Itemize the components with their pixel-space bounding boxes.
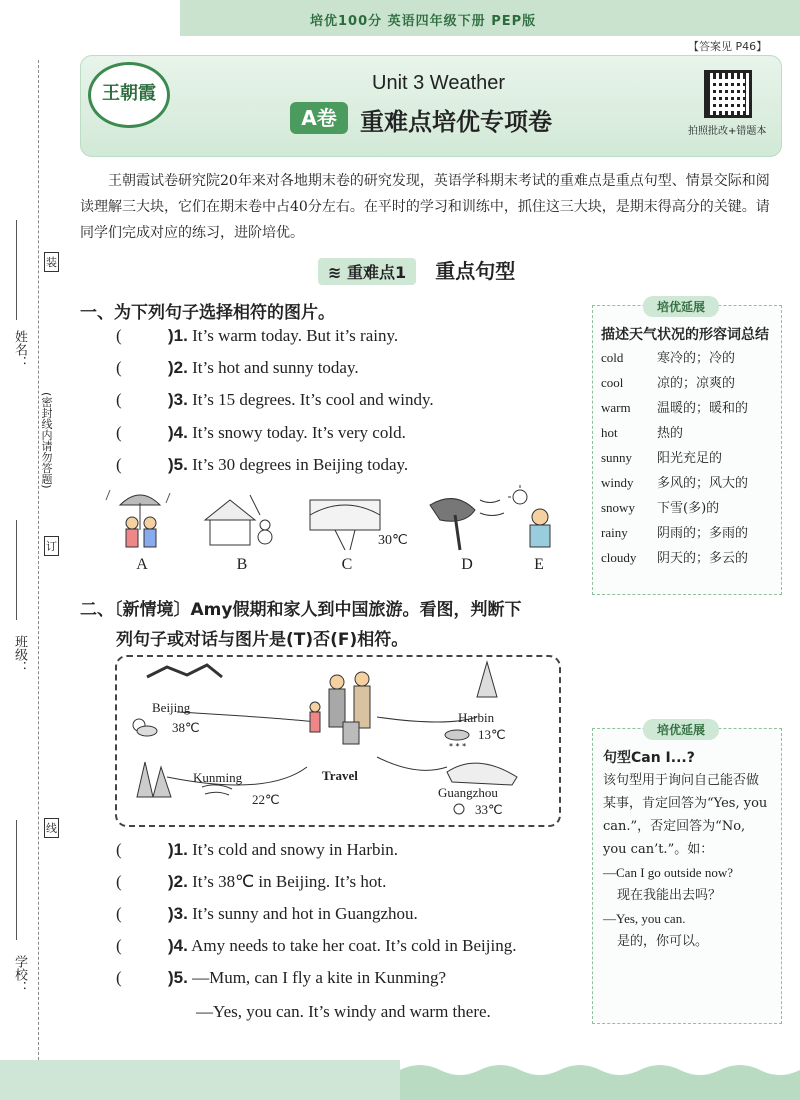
top-banner-text: 培优100分 英语四年级下册 PEP版 — [310, 14, 537, 29]
vocab-en: windy — [601, 475, 634, 490]
temp-kunming: 22℃ — [252, 792, 280, 807]
example-1: —Can I go outside now? — [603, 865, 733, 880]
item-number: )4. — [168, 936, 188, 955]
margin-school-label: 学校： — [12, 955, 27, 994]
q1-item — [116, 390, 434, 410]
seal-mark-2: 订 — [44, 536, 59, 556]
temp-beijing: 38℃ — [172, 720, 200, 735]
svg-text:* * *: * * * — [449, 742, 467, 751]
answer-paren[interactable]: ( — [116, 326, 122, 345]
q2-item — [116, 936, 516, 956]
bottom-wave-decoration — [0, 1040, 800, 1100]
seal-mark-1: 装 — [44, 252, 59, 272]
sunny-kid-picture — [508, 485, 550, 547]
answer-paren[interactable]: ( — [116, 840, 122, 859]
item-number: )5. — [168, 968, 188, 987]
stone-forest-icon — [137, 762, 171, 797]
city-beijing: Beijing — [152, 700, 191, 715]
item-text: It’s warm today. But it’s rainy. — [187, 326, 399, 345]
pic-label-d: D — [461, 556, 473, 573]
sidebar-vocab-box — [592, 300, 782, 595]
vocab-cn: 热的 — [657, 426, 684, 441]
rainy-kids-picture — [106, 490, 170, 547]
family-travel-picture — [310, 672, 370, 744]
great-wall-icon — [147, 665, 222, 677]
unit-title: Unit 3 Weather — [372, 72, 506, 94]
answer-paren[interactable]: ( — [116, 872, 122, 891]
vocab-row — [601, 446, 773, 471]
sidebar-vocab-title: 描述天气状况的形容词总结 — [601, 327, 769, 343]
q1-item — [116, 423, 406, 443]
item-text: —Mum, can I fly a kite in Kunming? — [187, 968, 447, 987]
vocab-row — [601, 346, 773, 371]
answer-paren[interactable]: ( — [116, 423, 122, 442]
q2-item — [116, 872, 386, 892]
pic-label-c: C — [341, 556, 353, 573]
temp-harbin: 13℃ — [478, 727, 506, 742]
answer-reference: 【答案见 P46】 — [688, 40, 768, 53]
school-blank[interactable] — [16, 820, 17, 940]
answer-paren[interactable]: ( — [116, 904, 122, 923]
name-blank[interactable] — [16, 220, 17, 320]
seal-mark-3: 线 — [44, 818, 59, 838]
q2-title-line2: 列句子或对话与图片是(T)否(F)相符。 — [116, 630, 409, 650]
pic-label-e: E — [534, 556, 544, 573]
vocab-cn: 凉的；凉爽的 — [657, 376, 736, 391]
vocab-en: sunny — [601, 450, 633, 465]
qr-label: 拍照批改+错题本 — [688, 126, 767, 137]
brand-logo — [88, 62, 170, 128]
vocab-cn: 阴天的；多云的 — [657, 551, 749, 566]
pic-label-a: A — [136, 556, 148, 573]
item-text: It’s cold and snowy in Harbin. — [187, 840, 398, 859]
center-label: Travel — [322, 768, 358, 783]
answer-paren[interactable]: ( — [116, 968, 122, 987]
q2-item — [116, 840, 398, 860]
hot-road-picture — [310, 500, 380, 550]
section-tag: ≋ 重难点1 — [318, 258, 416, 285]
paper-tag: A卷 — [290, 102, 348, 134]
item-text: It’s 38℃ in Beijing. It’s hot. — [187, 872, 387, 891]
sun-icon — [454, 804, 464, 814]
q1-pictures — [100, 485, 560, 555]
paper-title: 重难点培优专项卷 — [360, 108, 552, 136]
vocab-row — [601, 496, 773, 521]
snowy-house-picture — [205, 495, 272, 545]
example-2: —Yes, you can. — [603, 911, 686, 926]
margin-class-label: 班级： — [12, 635, 27, 674]
example-2-cn: 是的，你可以。 — [617, 934, 709, 949]
vocab-cn: 温暖的；暖和的 — [657, 401, 749, 416]
section-tag-label: 重难点1 — [346, 263, 407, 282]
vocab-row — [601, 421, 773, 446]
temp-guangzhou: 33℃ — [475, 802, 503, 817]
city-kunming: Kunming — [193, 770, 243, 785]
vocab-en: snowy — [601, 500, 635, 515]
item-text: Amy needs to take her coat. It’s cold in Beijing. — [187, 936, 517, 955]
q1-title: 一、为下列句子选择相符的图片。 — [80, 303, 335, 323]
intro-paragraph: 王朝霞试卷研究院20年来对各地期末卷的研究发现，英语学科期末考试的重难点是重点句型、情景交际和阅读理解三大块，它们在期末卷中占40分左右。在平时的学习和训练中，抓住这三大块，是期末得高分的关键。请同学们完成对应的练习，进阶培优。 — [80, 173, 770, 241]
sidebar-grammar-body: 该句型用于询问自己能否做某事，肯定回答为“Yes, you can.”，否定回答为“No, you can’t.”。如： — [603, 773, 768, 857]
vocab-row — [601, 521, 773, 546]
wind-icon — [202, 785, 232, 795]
item-number: )1. — [168, 326, 188, 345]
guangzhou-building-icon — [447, 763, 517, 785]
q2-item — [116, 904, 418, 924]
item-number: )2. — [168, 872, 188, 891]
city-guangzhou: Guangzhou — [438, 785, 498, 800]
vocab-en: cloudy — [601, 550, 637, 565]
q2-item5-answer: —Yes, you can. It’s windy and warm there. — [196, 1002, 491, 1021]
pic-c-temperature: 30℃ — [378, 533, 408, 548]
vocab-row — [601, 546, 773, 571]
q1-item — [116, 455, 408, 475]
logo-text: 王朝霞 — [102, 83, 156, 104]
snow-cloud-icon — [445, 730, 469, 751]
item-number: )5. — [168, 455, 188, 474]
q2-title-line1: 二、〔新情境〕Amy假期和家人到中国旅游。看图，判断下 — [80, 600, 522, 620]
item-text: It’s sunny and hot in Guangzhou. — [187, 904, 418, 923]
q1-item — [116, 358, 359, 378]
binding-line — [38, 60, 40, 1060]
item-text: It’s 30 degrees in Beijing today. — [187, 455, 409, 474]
vocab-cn: 阳光充足的 — [657, 451, 723, 466]
vocab-cn: 阴雨的；多雨的 — [657, 526, 749, 541]
pic-label-b: B — [236, 556, 248, 573]
section-header — [318, 255, 515, 285]
item-text: It’s snowy today. It’s very cold. — [187, 423, 406, 442]
vocab-cn: 多风的；风大的 — [657, 476, 749, 491]
example-1-cn: 现在我能出去吗？ — [617, 888, 722, 903]
city-harbin: Harbin — [458, 710, 495, 725]
item-text: It’s 15 degrees. It’s cool and windy. — [187, 390, 434, 409]
class-blank[interactable] — [16, 520, 17, 620]
sidebar-tag: 培优延展 — [643, 719, 719, 740]
item-number: )1. — [168, 840, 188, 859]
sidebar-grammar-box — [592, 723, 782, 1024]
vocab-row — [601, 371, 773, 396]
margin-name-label: 姓名： — [12, 330, 27, 369]
vocab-en: cold — [601, 350, 624, 365]
answer-paren[interactable]: ( — [116, 390, 122, 409]
harbin-building-icon — [477, 662, 497, 697]
answer-paren[interactable]: ( — [116, 358, 122, 377]
qr-code-icon[interactable] — [704, 70, 752, 118]
section-title: 重点句型 — [435, 259, 516, 283]
sidebar-tag: 培优延展 — [643, 296, 719, 317]
vocab-row — [601, 471, 773, 496]
vocab-en: warm — [601, 400, 631, 415]
q2-item — [116, 968, 446, 988]
q1-item — [116, 326, 398, 346]
vocab-en: cool — [601, 375, 624, 390]
sidebar-grammar-title: 句型Can I...? — [603, 750, 695, 766]
item-number: )3. — [168, 390, 188, 409]
vocab-row — [601, 396, 773, 421]
answer-paren[interactable]: ( — [116, 936, 122, 955]
vocab-cn: 下雪(多)的 — [657, 501, 720, 516]
vocab-cn: 寒冷的；冷的 — [657, 351, 736, 366]
windy-tree-picture — [430, 499, 504, 550]
vocab-en: rainy — [601, 525, 628, 540]
seal-note: (密封线内请勿答题) — [40, 392, 53, 489]
item-number: )2. — [168, 358, 188, 377]
vocab-en: hot — [601, 425, 618, 440]
item-text: It’s hot and sunny today. — [187, 358, 359, 377]
answer-paren[interactable]: ( — [116, 455, 122, 474]
item-number: )4. — [168, 423, 188, 442]
cloudy-sun-icon — [133, 719, 157, 736]
item-number: )3. — [168, 904, 188, 923]
